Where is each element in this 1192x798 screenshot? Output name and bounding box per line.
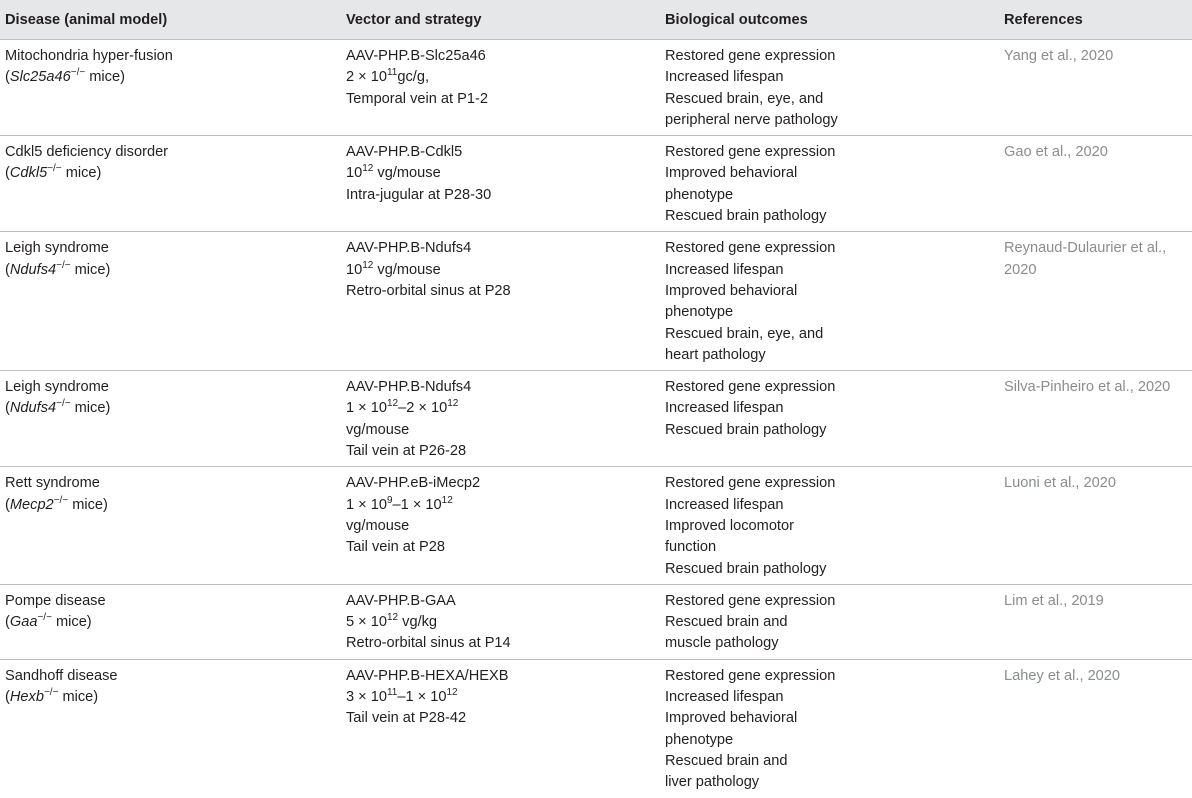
disease-cell bbox=[0, 659, 329, 797]
animal-model: (Cdkl5−/− mice) bbox=[5, 163, 102, 182]
vector-text-post: –1 × 10 bbox=[397, 689, 447, 706]
vector-line bbox=[346, 163, 642, 184]
vector-cell bbox=[329, 232, 648, 371]
vector-line bbox=[346, 666, 642, 687]
outcome-line: Improved locomotor bbox=[665, 517, 794, 534]
vector-text: Tail vein at P28-42 bbox=[346, 710, 467, 727]
reference-link[interactable]: Luoni et al., 2020 bbox=[1004, 475, 1116, 492]
vector-text-post: –1 × 10 bbox=[392, 496, 442, 513]
outcome-line: Increased lifespan bbox=[665, 496, 784, 513]
model-gene: Gaa bbox=[9, 614, 38, 631]
outcome-line: phenotype bbox=[665, 304, 734, 321]
vector-text-post: vg/kg bbox=[398, 614, 438, 631]
vector-line bbox=[346, 495, 642, 516]
vector-cell bbox=[329, 584, 648, 659]
header-disease: Disease (animal model) bbox=[0, 0, 329, 40]
vector-text: 2 × 10 bbox=[346, 69, 387, 86]
outcome-line: Rescued brain, eye, and bbox=[665, 325, 824, 342]
vector-text: AAV-PHP.B-Slc25a46 bbox=[346, 48, 486, 64]
vector-text: AAV-PHP.B-Ndufs4 bbox=[346, 240, 472, 257]
outcome-line: phenotype bbox=[665, 731, 734, 748]
vector-exponent: 12 bbox=[386, 398, 399, 410]
model-suffix: mice) bbox=[51, 614, 92, 631]
outcome-line: Restored gene expression bbox=[665, 592, 836, 609]
vector-text-post: gc/g, bbox=[397, 69, 430, 86]
animal-model: (Hexb−/− mice) bbox=[5, 687, 99, 706]
vector-text: Retro-orbital sinus at P28 bbox=[346, 282, 511, 299]
outcomes-cell bbox=[648, 467, 987, 584]
vector-line bbox=[346, 46, 642, 67]
reference-cell bbox=[987, 136, 1192, 232]
vector-text-post: vg/mouse bbox=[373, 165, 441, 182]
vector-text: Temporal vein at P1-2 bbox=[346, 90, 488, 107]
vector-line bbox=[346, 708, 642, 729]
vector-text: Tail vein at P28 bbox=[346, 539, 445, 556]
model-genotype: −/− bbox=[47, 163, 62, 175]
vector-cell bbox=[329, 136, 648, 232]
outcomes-cell bbox=[648, 584, 987, 659]
reference-link[interactable]: Silva-Pinheiro et al., 2020 bbox=[1004, 379, 1171, 396]
outcome-line: Rescued brain pathology bbox=[665, 560, 827, 577]
outcome-line: Restored gene expression bbox=[665, 48, 836, 64]
outcome-line: Increased lifespan bbox=[665, 400, 784, 417]
reference-link[interactable]: Reynaud-Dulaurier et al., 2020 bbox=[1004, 240, 1167, 278]
table-row bbox=[0, 232, 1192, 371]
model-suffix: mice) bbox=[61, 165, 102, 182]
header-outcomes: Biological outcomes bbox=[648, 0, 987, 40]
model-gene: Cdkl5 bbox=[9, 165, 48, 182]
animal-model: (Ndufs4−/− mice) bbox=[5, 259, 111, 278]
header-vector: Vector and strategy bbox=[329, 0, 648, 40]
vector-text-post: vg/mouse bbox=[373, 261, 441, 278]
model-suffix: mice) bbox=[70, 261, 111, 278]
model-genotype: −/− bbox=[53, 494, 69, 506]
vector-line bbox=[346, 591, 642, 612]
vector-exponent-2: 12 bbox=[447, 398, 459, 410]
outcome-line: function bbox=[665, 539, 717, 556]
disease-name: Pompe disease bbox=[5, 592, 106, 609]
outcome-line: Restored gene expression bbox=[665, 240, 836, 257]
disease-cell bbox=[0, 136, 329, 232]
vector-line bbox=[346, 89, 642, 110]
model-gene: Slc25a46 bbox=[9, 69, 71, 86]
vector-line bbox=[346, 473, 642, 494]
vector-text: AAV-PHP.B-GAA bbox=[346, 592, 456, 609]
vector-exponent: 12 bbox=[386, 612, 399, 624]
outcome-line: phenotype bbox=[665, 186, 734, 203]
vector-text: 1 × 10 bbox=[346, 400, 387, 417]
reference-cell bbox=[987, 40, 1192, 136]
vector-text: Tail vein at P26-28 bbox=[346, 443, 467, 460]
outcome-line: heart pathology bbox=[665, 346, 766, 363]
model-genotype: −/− bbox=[56, 398, 71, 410]
vector-line bbox=[346, 185, 642, 206]
vector-text: 10 bbox=[346, 165, 363, 182]
model-suffix: mice) bbox=[70, 400, 111, 417]
vector-text: AAV-PHP.B-HEXA/HEXB bbox=[346, 667, 509, 684]
disease-name: Rett syndrome bbox=[5, 475, 100, 492]
vector-line bbox=[346, 260, 642, 281]
reference-link[interactable]: Yang et al., 2020 bbox=[1004, 48, 1114, 64]
vector-text: 10 bbox=[346, 261, 363, 278]
vector-line bbox=[346, 516, 642, 537]
outcome-line: Increased lifespan bbox=[665, 261, 784, 278]
model-genotype: −/− bbox=[43, 687, 59, 699]
vector-text-post: –2 × 10 bbox=[398, 400, 448, 417]
outcome-line: Rescued brain, eye, and bbox=[665, 90, 824, 107]
model-suffix: mice) bbox=[85, 69, 125, 86]
table-body bbox=[0, 40, 1192, 798]
header-references: References bbox=[987, 0, 1192, 40]
reference-link[interactable]: Gao et al., 2020 bbox=[1004, 144, 1108, 161]
disease-cell bbox=[0, 232, 329, 371]
disease-name: Leigh syndrome bbox=[5, 379, 109, 396]
animal-model: (Mecp2−/− mice) bbox=[5, 494, 108, 513]
vector-line bbox=[346, 67, 642, 88]
outcome-line: Restored gene expression bbox=[665, 475, 836, 492]
outcome-line: Increased lifespan bbox=[665, 689, 784, 706]
vector-exponent-2: 12 bbox=[441, 494, 453, 506]
vector-text: 3 × 10 bbox=[346, 689, 387, 706]
vector-exponent: 12 bbox=[362, 259, 374, 271]
vector-exponent-2: 12 bbox=[446, 687, 458, 699]
vector-text: AAV-PHP.B-Cdkl5 bbox=[346, 144, 463, 161]
outcome-line: Rescued brain pathology bbox=[665, 208, 827, 225]
outcome-line: Rescued brain pathology bbox=[665, 421, 827, 438]
animal-model: (Slc25a46−/− mice) bbox=[5, 67, 125, 86]
vector-line bbox=[346, 687, 642, 708]
table-row bbox=[0, 136, 1192, 232]
vector-exponent: 11 bbox=[386, 67, 398, 79]
outcome-line: Rescued brain and bbox=[665, 614, 788, 631]
table-row bbox=[0, 584, 1192, 659]
vector-cell bbox=[329, 371, 648, 467]
outcomes-cell bbox=[648, 136, 987, 232]
outcomes-cell bbox=[648, 232, 987, 371]
table-row bbox=[0, 40, 1192, 136]
vector-text: AAV-PHP.B-Ndufs4 bbox=[346, 379, 472, 396]
vector-exponent: 12 bbox=[362, 163, 374, 175]
reference-cell bbox=[987, 467, 1192, 584]
disease-name: Mitochondria hyper-fusion bbox=[5, 48, 173, 64]
outcome-line: muscle pathology bbox=[665, 635, 779, 652]
reference-cell bbox=[987, 232, 1192, 371]
vector-line bbox=[346, 398, 642, 419]
outcome-line: liver pathology bbox=[665, 774, 760, 791]
vector-text: Retro-orbital sinus at P14 bbox=[346, 635, 511, 652]
reference-cell bbox=[987, 659, 1192, 797]
vector-line bbox=[346, 612, 642, 633]
vector-exponent: 9 bbox=[386, 494, 393, 506]
vector-cell bbox=[329, 659, 648, 797]
model-gene: Ndufs4 bbox=[9, 261, 57, 278]
vector-line bbox=[346, 377, 642, 398]
outcome-line: Rescued brain and bbox=[665, 752, 788, 769]
outcome-line: Improved behavioral bbox=[665, 282, 798, 299]
vector-text: vg/mouse bbox=[346, 421, 410, 438]
outcomes-cell bbox=[648, 40, 987, 136]
table-row bbox=[0, 467, 1192, 584]
vector-text: AAV-PHP.eB-iMecp2 bbox=[346, 475, 481, 492]
model-suffix: mice) bbox=[68, 496, 108, 513]
reference-link[interactable]: Lim et al., 2019 bbox=[1004, 592, 1104, 609]
vector-exponent: 11 bbox=[386, 687, 398, 699]
vector-line bbox=[346, 633, 642, 654]
vector-line bbox=[346, 441, 642, 462]
reference-link[interactable]: Lahey et al., 2020 bbox=[1004, 667, 1121, 684]
outcome-line: Improved behavioral bbox=[665, 710, 798, 727]
model-gene: Hexb bbox=[9, 689, 44, 706]
outcome-line: Improved behavioral bbox=[665, 165, 798, 182]
table-row bbox=[0, 371, 1192, 467]
model-gene: Ndufs4 bbox=[9, 400, 57, 417]
reference-cell bbox=[987, 371, 1192, 467]
outcome-line: Increased lifespan bbox=[665, 69, 784, 86]
disease-cell bbox=[0, 40, 329, 136]
disease-cell bbox=[0, 584, 329, 659]
vector-line bbox=[346, 281, 642, 302]
vector-text: 5 × 10 bbox=[346, 614, 387, 631]
model-genotype: −/− bbox=[37, 612, 52, 624]
outcomes-cell bbox=[648, 371, 987, 467]
model-genotype: −/− bbox=[56, 259, 71, 271]
vector-cell bbox=[329, 467, 648, 584]
reference-cell bbox=[987, 584, 1192, 659]
disease-cell bbox=[0, 371, 329, 467]
table-row bbox=[0, 659, 1192, 797]
vector-text: 1 × 10 bbox=[346, 496, 387, 513]
disease-name: Sandhoff disease bbox=[5, 667, 118, 684]
vector-cell bbox=[329, 40, 648, 136]
animal-model: (Ndufs4−/− mice) bbox=[5, 398, 111, 417]
outcome-line: Restored gene expression bbox=[665, 667, 836, 684]
header-row bbox=[0, 0, 1192, 40]
model-suffix: mice) bbox=[58, 689, 99, 706]
outcome-line: Restored gene expression bbox=[665, 144, 836, 161]
animal-model: (Gaa−/− mice) bbox=[5, 612, 92, 631]
vector-line bbox=[346, 537, 642, 558]
disease-name: Cdkl5 deficiency disorder bbox=[5, 144, 169, 161]
disease-name: Leigh syndrome bbox=[5, 240, 109, 257]
vector-text: vg/mouse bbox=[346, 517, 410, 534]
vector-text: Intra-jugular at P28-30 bbox=[346, 186, 492, 203]
disease-cell bbox=[0, 467, 329, 584]
vector-line bbox=[346, 238, 642, 259]
model-gene: Mecp2 bbox=[9, 496, 54, 513]
outcome-line: peripheral nerve pathology bbox=[665, 111, 838, 128]
vector-line bbox=[346, 142, 642, 163]
vector-line bbox=[346, 420, 642, 441]
model-genotype: −/− bbox=[70, 67, 86, 79]
outcome-line: Restored gene expression bbox=[665, 379, 836, 396]
outcomes-cell bbox=[648, 659, 987, 797]
